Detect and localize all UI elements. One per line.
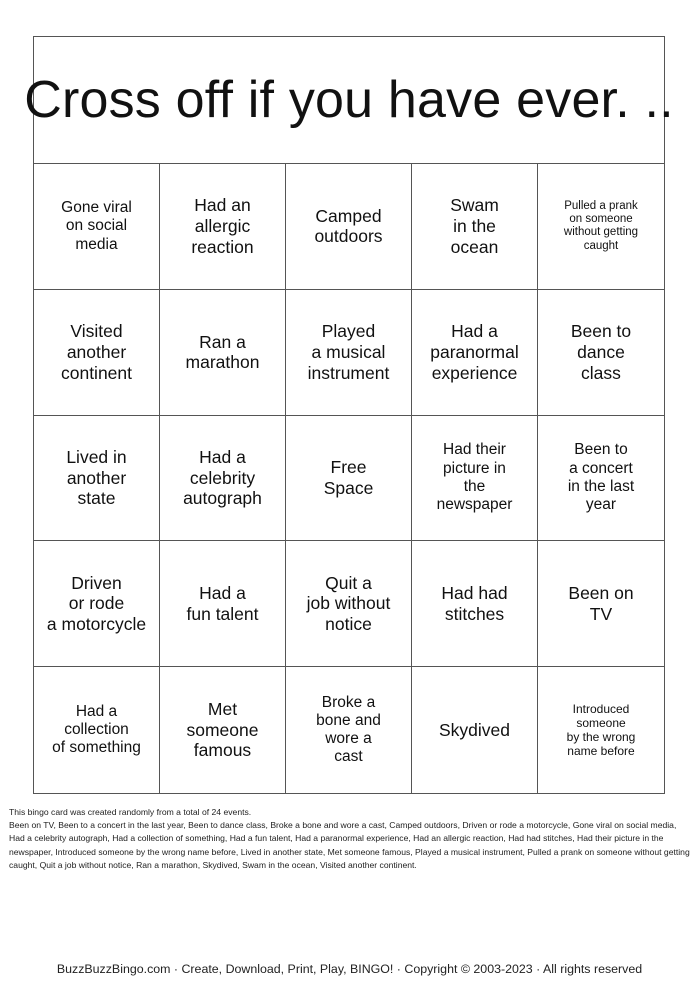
event-list-note <box>9 806 693 872</box>
bingo-cell: Met someone famous <box>160 667 286 793</box>
bingo-cell: Skydived <box>412 667 538 793</box>
bingo-cell: Been on TV <box>538 541 664 667</box>
bingo-card <box>24 36 674 794</box>
event-count-text: This bingo card was created randomly from a total of 24 events. <box>9 807 252 817</box>
bingo-cell: Had a fun talent <box>160 541 286 667</box>
copyright-footer: BuzzBuzzBingo.com · Create, Download, Print, Play, BINGO! · Copyright © 2003-2023 · All rights reserved <box>56 962 643 976</box>
bingo-cell: Pulled a prank on someone without getting caught <box>538 164 664 290</box>
bingo-cell: Camped outdoors <box>286 164 412 290</box>
bingo-cell: Lived in another state <box>34 416 160 542</box>
card-header <box>24 37 674 164</box>
bingo-cell: Had had stitches <box>412 541 538 667</box>
bingo-cell: Had their picture in the newspaper <box>412 416 538 542</box>
bingo-cell: Visited another continent <box>34 290 160 416</box>
bingo-grid <box>34 164 664 793</box>
bingo-cell: Had an allergic reaction <box>160 164 286 290</box>
bingo-cell: Driven or rode a motorcycle <box>34 541 160 667</box>
bingo-cell: Gone viral on social media <box>34 164 160 290</box>
bingo-cell: Quit a job without notice <box>286 541 412 667</box>
bingo-cell: Had a paranormal experience <box>412 290 538 416</box>
bingo-cell: Ran a marathon <box>160 290 286 416</box>
card-title: Cross off if you have ever. .. <box>24 71 674 129</box>
bingo-cell: Introduced someone by the wrong name before <box>566 701 636 759</box>
bingo-cell: Had a celebrity autograph <box>160 416 286 542</box>
event-list-text: Been on TV, Been to a concert in the last year, Been to dance class, Broke a bone and wore a cast, Camped outdoors, Driven or rode a motorcycle, Gone viral on social media, Had a celebrity autograph, Had a collection of something, Had a fun talent, Had a paranormal experience, Had an allergic reaction, Had had stitches, Had their picture in the newspaper, Introduced someone by the wrong name before, Lived in another state, Met someone famous, Played a musical instrument, Pulled a prank on someone without getting caught, Quit a job without notice, Ran a marathon, Skydived, Swam in the ocean, Visited another continent. <box>9 820 690 870</box>
bingo-cell: Broke a bone and wore a cast <box>286 667 412 793</box>
free-space-cell: Free Space <box>286 416 412 542</box>
bingo-cell: Had a collection of something <box>34 667 160 793</box>
bingo-cell: Swam in the ocean <box>412 164 538 290</box>
bingo-cell: Played a musical instrument <box>286 290 412 416</box>
bingo-cell: Been to a concert in the last year <box>538 416 664 542</box>
bingo-cell: Been to dance class <box>538 290 664 416</box>
